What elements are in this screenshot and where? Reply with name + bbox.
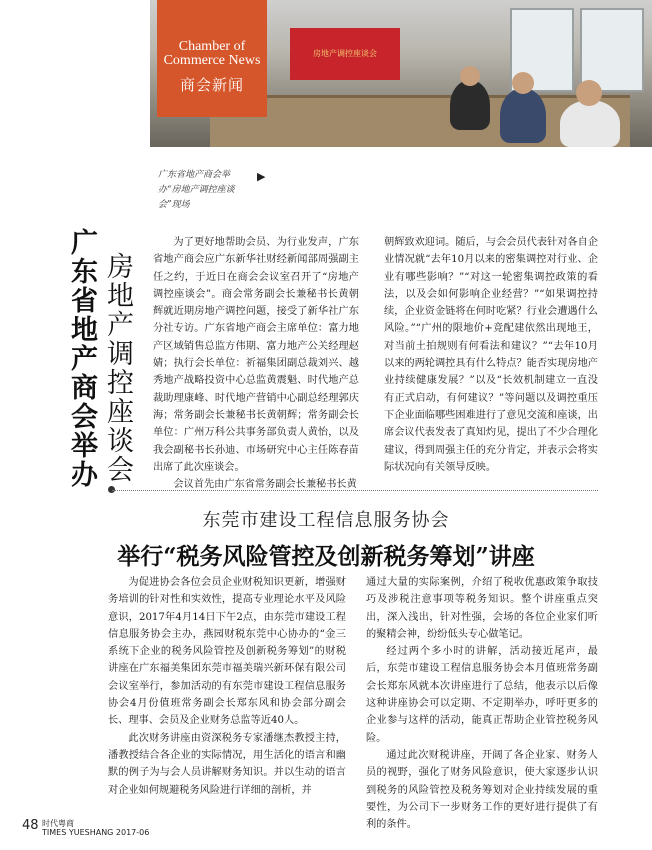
article1-column2: [384, 234, 598, 476]
badge-title-zh: 商会新闻: [179, 76, 244, 94]
paragraph: 会议首先由广东省常务副会长兼秘书长黄: [173, 479, 357, 491]
magazine-name: [42, 819, 162, 837]
photo-person-head: [460, 66, 480, 86]
paragraph: 经过两个多小时的讲解，活动接近尾声，最后，东莞市建设工程信息服务协会本月值班常务副会长郑东风就本次讲座进行了总结，他表示以后像这种讲座协会可以定期、不定期举办，呼吁更多的企业参与这样的活动，能真正帮助企业管控税务风险。: [366, 646, 598, 744]
photo-person: [560, 100, 620, 147]
paragraph: 通过此次财税讲座，开阔了各企业家、财务人员的视野，强化了财务风险意识，使大家逐步认识到税务的风险管控及税务筹划对企业持续发展的重要性，为公司下一步财务工作的更好进行提供了有利的条件。: [366, 749, 598, 831]
photo-person: [500, 88, 546, 143]
section-badge: [157, 0, 267, 117]
photo-banner: 房地产调控座谈会: [290, 28, 400, 80]
photo-caption: 广东省地产商会举办“房地产调控座谈会”现场: [158, 170, 235, 210]
article1-column1: [153, 234, 359, 493]
magazine-name-en: TIMES YUESHANG 2017-06: [42, 828, 150, 837]
caption-arrow-icon: ▶: [257, 170, 266, 183]
photo-person-head: [576, 80, 602, 106]
article2-title: 举行“税务风险管控及创新税务筹划”讲座: [117, 543, 535, 570]
photo-person: [450, 80, 490, 130]
paragraph: 朝辉致欢迎词。随后，与会会员代表针对各自企业情况就“去年10月以来的密集调控对行业、企业有哪些影响？”“对这一轮密集调控政策的看法，以及会如何影响企业经营？”“如果调控持续，企业资金链将在何时吃紧？行业会遭遇什么风险。”“广州的限地价+竞配建依然出现地王，对当前土拍规则有何看法和建议？”“去年10月以来的两轮调控具有什么特点？能否实现房地产业持续健康发展？”以及“长效机制建立一直没有正式启动，有何建议？”等问题以及调控重压下企业面临哪些困难进行了意见交流和座谈，出席会议代表发表了真知灼见，提出了不少合理化建议，得到周强主任的充分肯定，并表示会将实际状况向有关领导反映。: [384, 237, 598, 473]
section-divider: [112, 490, 598, 491]
article2-column1: [108, 574, 346, 799]
paragraph: 通过大量的实际案例，介绍了税收优惠政策争取技巧及涉税注意事项等税务知识。整个讲座重点突出，深入浅出，针对性强，会场的各位企业家们听的聚精会神，纷纷低头专心做笔记。: [366, 577, 598, 640]
article2-column2: [366, 574, 598, 833]
paragraph: 为促进协会各位会员企业财税知识更新，增强财务培训的针对性和实效性，提高专业理论水平及风险意识，2017年4月14日下午2点，由东莞市建设工程信息服务协会主办，燕园财税东莞中心协办的“金三系统下企业的税务风险管控及创新税务筹划”的财税讲座在广东福美集团东莞市福美瑞兴新环保有限公司会议室举行，参加活动的有东莞市建设工程信息服务协会4月份值班常务副会长郑东风和协会部分副会长、理事、会员及企业财务总监等近40人。: [108, 577, 346, 727]
article2-subtitle: 东莞市建设工程信息服务协会: [202, 510, 450, 531]
article1-title-line2: 房地产调控座谈会: [102, 252, 133, 484]
badge-title-en: Chamber of Commerce News: [163, 39, 261, 68]
magazine-name-zh: 时代粤商: [42, 819, 74, 828]
article1-title-line1: 广东省地产商会举办: [66, 228, 97, 489]
paragraph: 此次财务讲座由资深税务专家潘继杰教授主持，潘教授结合各企业的实际情况，用生活化的语言和幽默的例子为与会人员讲解财务知识。并以生动的语言对企业如何规避税务风险进行详细的剖析，并: [108, 732, 346, 796]
photo-person-head: [512, 72, 534, 94]
page-number: 48: [22, 818, 39, 833]
paragraph: 为了更好地帮助会员、为行业发声，广东省地产商会应广东新华社财经新闻部周强副主任之约，于近日在商会会议室召开了“房地产调控座谈会”。商会常务副会长兼秘书长黄朝辉就近期房地产调控问题，接受了新华社广东分社专访。广东省地产商会主席单位：富力地产区域销售总监方伟期、富力地产公关经理赵婧；执行会长单位：祈福集团副总裁刘兴、越秀地产战略投资中心总监黄震魁、时代地产总裁助理康峰、时代地产营销中心副总经理郭庆海；常务副会长兼秘书长黄朝辉；常务副会长单位：广州万科公共事务部负责人黄怡，以及我会副秘书长孙迪、市场研究中心主任陈春苗出席了此次座谈会。: [153, 237, 359, 473]
